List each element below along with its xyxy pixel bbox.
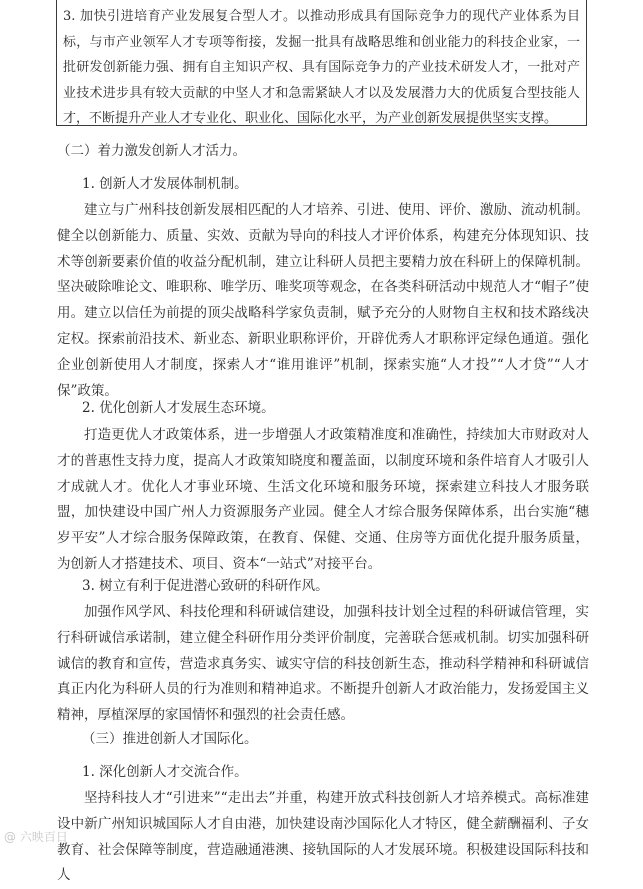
s2-item1-heading: 1. 创新人才发展体制机制。 xyxy=(82,176,248,192)
s2-item3-heading: 3. 树立有利于促进潜心致研的科研作风。 xyxy=(82,578,329,594)
watermark: @ 六映百日 xyxy=(4,830,68,844)
section-3-heading: （三）推进创新人才国际化。 xyxy=(82,731,258,747)
boxed-paragraph-text: 3. 加快引进培育产业发展复合型人才。以推动形成具有国际竞争力的现代产业体系为目标，与市产业领军人才专项等衔接，发掘一批具有战略思维和创业能力的科技企业家，一批研发创新能力强、拥有自主知识产权、具有国际竞争力的产业技术研发人才，一批对产业技术进步具有较大贡献的中坚人才和急需紧缺人才以及发展潜力大的优质复合型技能人才，不断提升产业人才专业化、职业化、国际化水平，为产业创新发展提供坚实支撑。 xyxy=(63,9,580,127)
s2-item1-paragraph: 建立与广州科技创新发展相匹配的人才培养、引进、使用、评价、激励、流动机制。健全以创新能力、质量、实效、贡献为导向的科技人才评价体系，构建充分体现知识、技术等创新要素价值的收益分配机制，建立让科研人员把主要精力放在科研上的保障机制。坚决破除唯论文、唯职称、唯学历、唯奖项等观念，在各类科研活动中规范人才“帽子”使用。建立以信任为前提的顶尖战略科学家负责制，赋予充分的人财物自主权和技术路线决定权。探索前沿技术、新业态、新职业职称评价，开辟优秀人才职称评定绿色通道。强化企业创新使用人才制度，探索人才“谁用谁评”机制，探索实施“人才投”“人才贷”“人才保”政策。 xyxy=(57,202,589,399)
boxed-paragraph xyxy=(56,0,587,126)
s3-item1-heading: 1. 深化创新人才交流合作。 xyxy=(82,764,248,780)
section-2-heading: （二）着力激发创新人才活力。 xyxy=(57,143,246,159)
s3-item1-paragraph: 坚持科技人才“引进来”“走出去”并重，构建开放式科技创新人才培养模式。高标准建设中新广州知识城国际人才自由港，加快建设南沙国际化人才特区，健全薪酬福利、子女教育、社会保障等制度，营造融通港澳、接轨国际的人才发展环境。积极建设国际科技和人 xyxy=(57,790,589,884)
s2-item2-paragraph: 打造更优人才政策体系，进一步增强人才政策精准度和准确性，持续加大市财政对人才的普惠性支持力度，提高人才政策知晓度和覆盖面，以制度环境和条件培育人才吸引人才成就人才。优化人才事业环境、生活文化环境和服务环境，探索建立科技人才服务联盟，加快建设中国广州人力资源服务产业园。健全人才综合服务保障体系，出台实施“穗岁平安”人才综合服务保障政策，在教育、保健、交通、住房等方面优化提升服务质量，为创新人才搭建技术、项目、资本“一站式”对接平台。 xyxy=(57,427,589,572)
s2-item2-heading: 2. 优化创新人才发展生态环境。 xyxy=(82,400,275,416)
s2-item3-paragraph: 加强作风学风、科技伦理和科研诚信建设，加强科技计划全过程的科研诚信管理，实行科研诚信承诺制，建立健全科研作用分类评价制度，完善联合惩戒机制。切实加强科研诚信的教育和宣传，营造求真务实、诚实守信的科技创新生态，推动科学精神和科研诚信真正内化为科研人员的行为准则和精神追求。不断提升创新人才政治能力，发扬爱国主义精神，厚植深厚的家国情怀和强烈的社会责任感。 xyxy=(57,604,589,724)
